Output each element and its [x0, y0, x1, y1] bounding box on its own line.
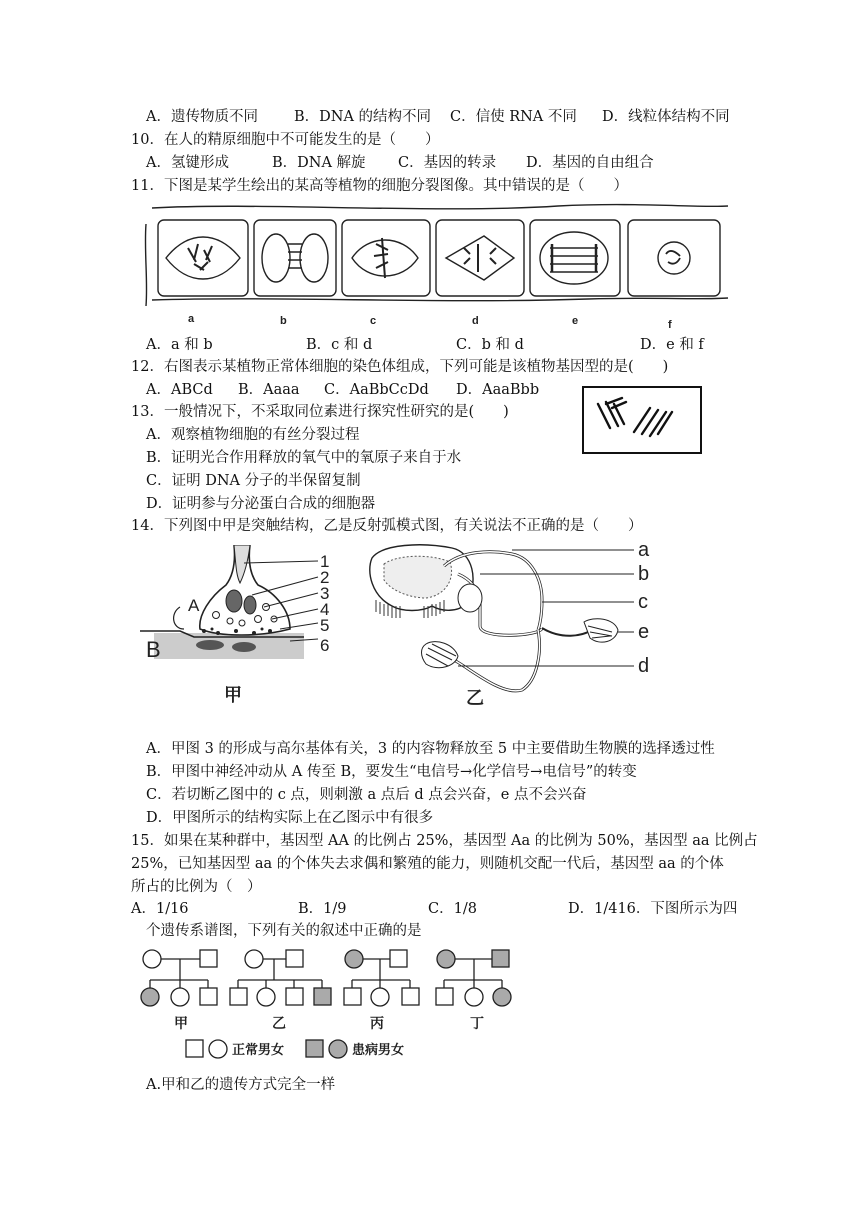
q14-jia-label-3: 3 [320, 584, 330, 603]
pedigree-label-yi: 乙 [272, 1016, 286, 1032]
q10-option-b: B．DNA 解旋 [272, 155, 366, 171]
q14-jia-label-B: B [146, 637, 161, 662]
q14-synapse-figure-jia [140, 545, 340, 715]
q11-option-a: A．a 和 b [146, 337, 213, 353]
q14-yi-label-d: d [638, 655, 650, 677]
q15-stem-line2: 25%，已知基因型 aa 的个体失去求偶和繁殖的能力，则随机交配一代后，基因型 aa 的个体 [131, 856, 724, 872]
q10-option-c: C．基因的转录 [398, 155, 497, 171]
legend-affected-label: 患病男女 [352, 1043, 405, 1058]
q11-cell-label-f: f [668, 319, 672, 331]
q11-option-d: D．e 和 f [640, 337, 704, 353]
q15-option-a: A．1/16 [131, 901, 189, 917]
legend-normal-label: 正常男女 [232, 1043, 285, 1058]
q11-cell-label-c: c [370, 315, 377, 327]
q9-option-b: B．DNA 的结构不同 [294, 109, 432, 125]
q14-option-c: C．若切断乙图中的 c 点，则刺激 a 点后 d 点会兴奋，e 点不会兴奋 [146, 787, 587, 803]
q13-option-d: D．证明参与分泌蛋白合成的细胞器 [146, 496, 376, 512]
q14-yi-label-a: a [638, 540, 650, 561]
q14-reflex-arc-figure-yi [362, 540, 682, 710]
q11-option-c: C．b 和 d [456, 337, 524, 353]
q15-option-d: D．1/416．下图所示为四 [568, 901, 738, 917]
q11-cell-label-d: d [472, 315, 479, 327]
q15-option-c: C．1/8 [428, 901, 477, 917]
q14-caption-yi: 乙 [466, 688, 484, 709]
q11-cell-division-figure [138, 200, 738, 332]
q14-jia-label-2: 2 [320, 568, 330, 587]
pedigree-jia [141, 950, 217, 1006]
q11-cell-label-b: b [280, 315, 287, 327]
pedigree-ding [436, 950, 511, 1006]
q13-option-b: B．证明光合作用释放的氧气中的氧原子来自于水 [146, 450, 462, 466]
pedigree-label-bing: 丙 [370, 1016, 384, 1032]
q10-option-a: A．氢键形成 [146, 155, 229, 171]
q15-option-b: B．1/9 [298, 901, 347, 917]
pedigree-label-jia: 甲 [174, 1016, 188, 1032]
q15-stem-line3: 所占的比例为（ ） [131, 879, 262, 895]
q16-pedigree-figure [136, 944, 522, 1064]
q15-stem-line1: 15．如果在某种群中，基因型 AA 的比例占 25%，基因型 Aa 的比例为 50%，基因型 aa 比例占 [131, 833, 758, 849]
q14-yi-label-b: b [638, 563, 650, 585]
q12-stem: 12．右图表示某植物正常体细胞的染色体组成，下列可能是该植物基因型的是( ) [131, 359, 669, 375]
q14-yi-label-c: c [638, 591, 648, 613]
q16-stem: 个遗传系谱图，下列有关的叙述中正确的是 [146, 923, 422, 939]
q11-option-b: B．c 和 d [306, 337, 373, 353]
q10-option-d: D．基因的自由组合 [526, 155, 654, 171]
q13-stem: 13．一般情况下，不采取同位素进行探究性研究的是( ) [131, 404, 509, 420]
q9-option-a: A．遗传物质不同 [146, 109, 258, 125]
q9-option-d: D．线粒体结构不同 [602, 109, 730, 125]
q12-option-a: A．ABCd [146, 382, 213, 398]
q12-option-d: D．AaaBbb [456, 382, 540, 398]
q14-caption-jia: 甲 [224, 685, 242, 706]
q14-jia-label-4: 4 [320, 600, 330, 619]
q14-yi-label-e: e [638, 621, 650, 643]
q12-option-c: C．AaBbCcDd [324, 382, 429, 398]
q11-stem: 11．下图是某学生绘出的某高等植物的细胞分裂图像。其中错误的是（ ） [131, 178, 628, 194]
pedigree-yi [230, 950, 331, 1006]
q14-option-b: B．甲图中神经冲动从 A 传至 B，要发生“电信号→化学信号→电信号”的转变 [146, 764, 637, 780]
q16-option-a: A.甲和乙的遗传方式完全一样 [146, 1077, 336, 1093]
q12-chromosome-figure [582, 386, 702, 454]
q10-stem: 10．在人的精原细胞中不可能发生的是（ ） [131, 132, 440, 148]
q11-cell-label-e: e [572, 315, 579, 327]
q14-jia-label-A: A [188, 596, 200, 615]
q14-option-d: D．甲图所示的结构实际上在乙图示中有很多 [146, 810, 434, 826]
pedigree-label-ding: 丁 [470, 1016, 484, 1032]
q12-option-b: B．Aaaa [238, 382, 300, 398]
q14-jia-label-5: 5 [320, 616, 330, 635]
q14-stem: 14．下列图中甲是突触结构，乙是反射弧模式图，有关说法不正确的是（ ） [131, 518, 643, 534]
pedigree-bing [344, 950, 419, 1006]
q9-option-c: C．信使 RNA 不同 [450, 109, 577, 125]
q13-option-a: A．观察植物细胞的有丝分裂过程 [146, 427, 360, 443]
q14-jia-label-1: 1 [320, 552, 330, 571]
q14-jia-label-6: 6 [320, 636, 330, 655]
q14-option-a: A．甲图 3 的形成与高尔基体有关，3 的内容物释放至 5 中主要借助生物膜的选择透过性 [146, 741, 715, 757]
q13-option-c: C．证明 DNA 分子的半保留复制 [146, 473, 361, 489]
pedigree-legend [186, 1040, 404, 1058]
q11-cell-label-a: a [188, 313, 195, 325]
